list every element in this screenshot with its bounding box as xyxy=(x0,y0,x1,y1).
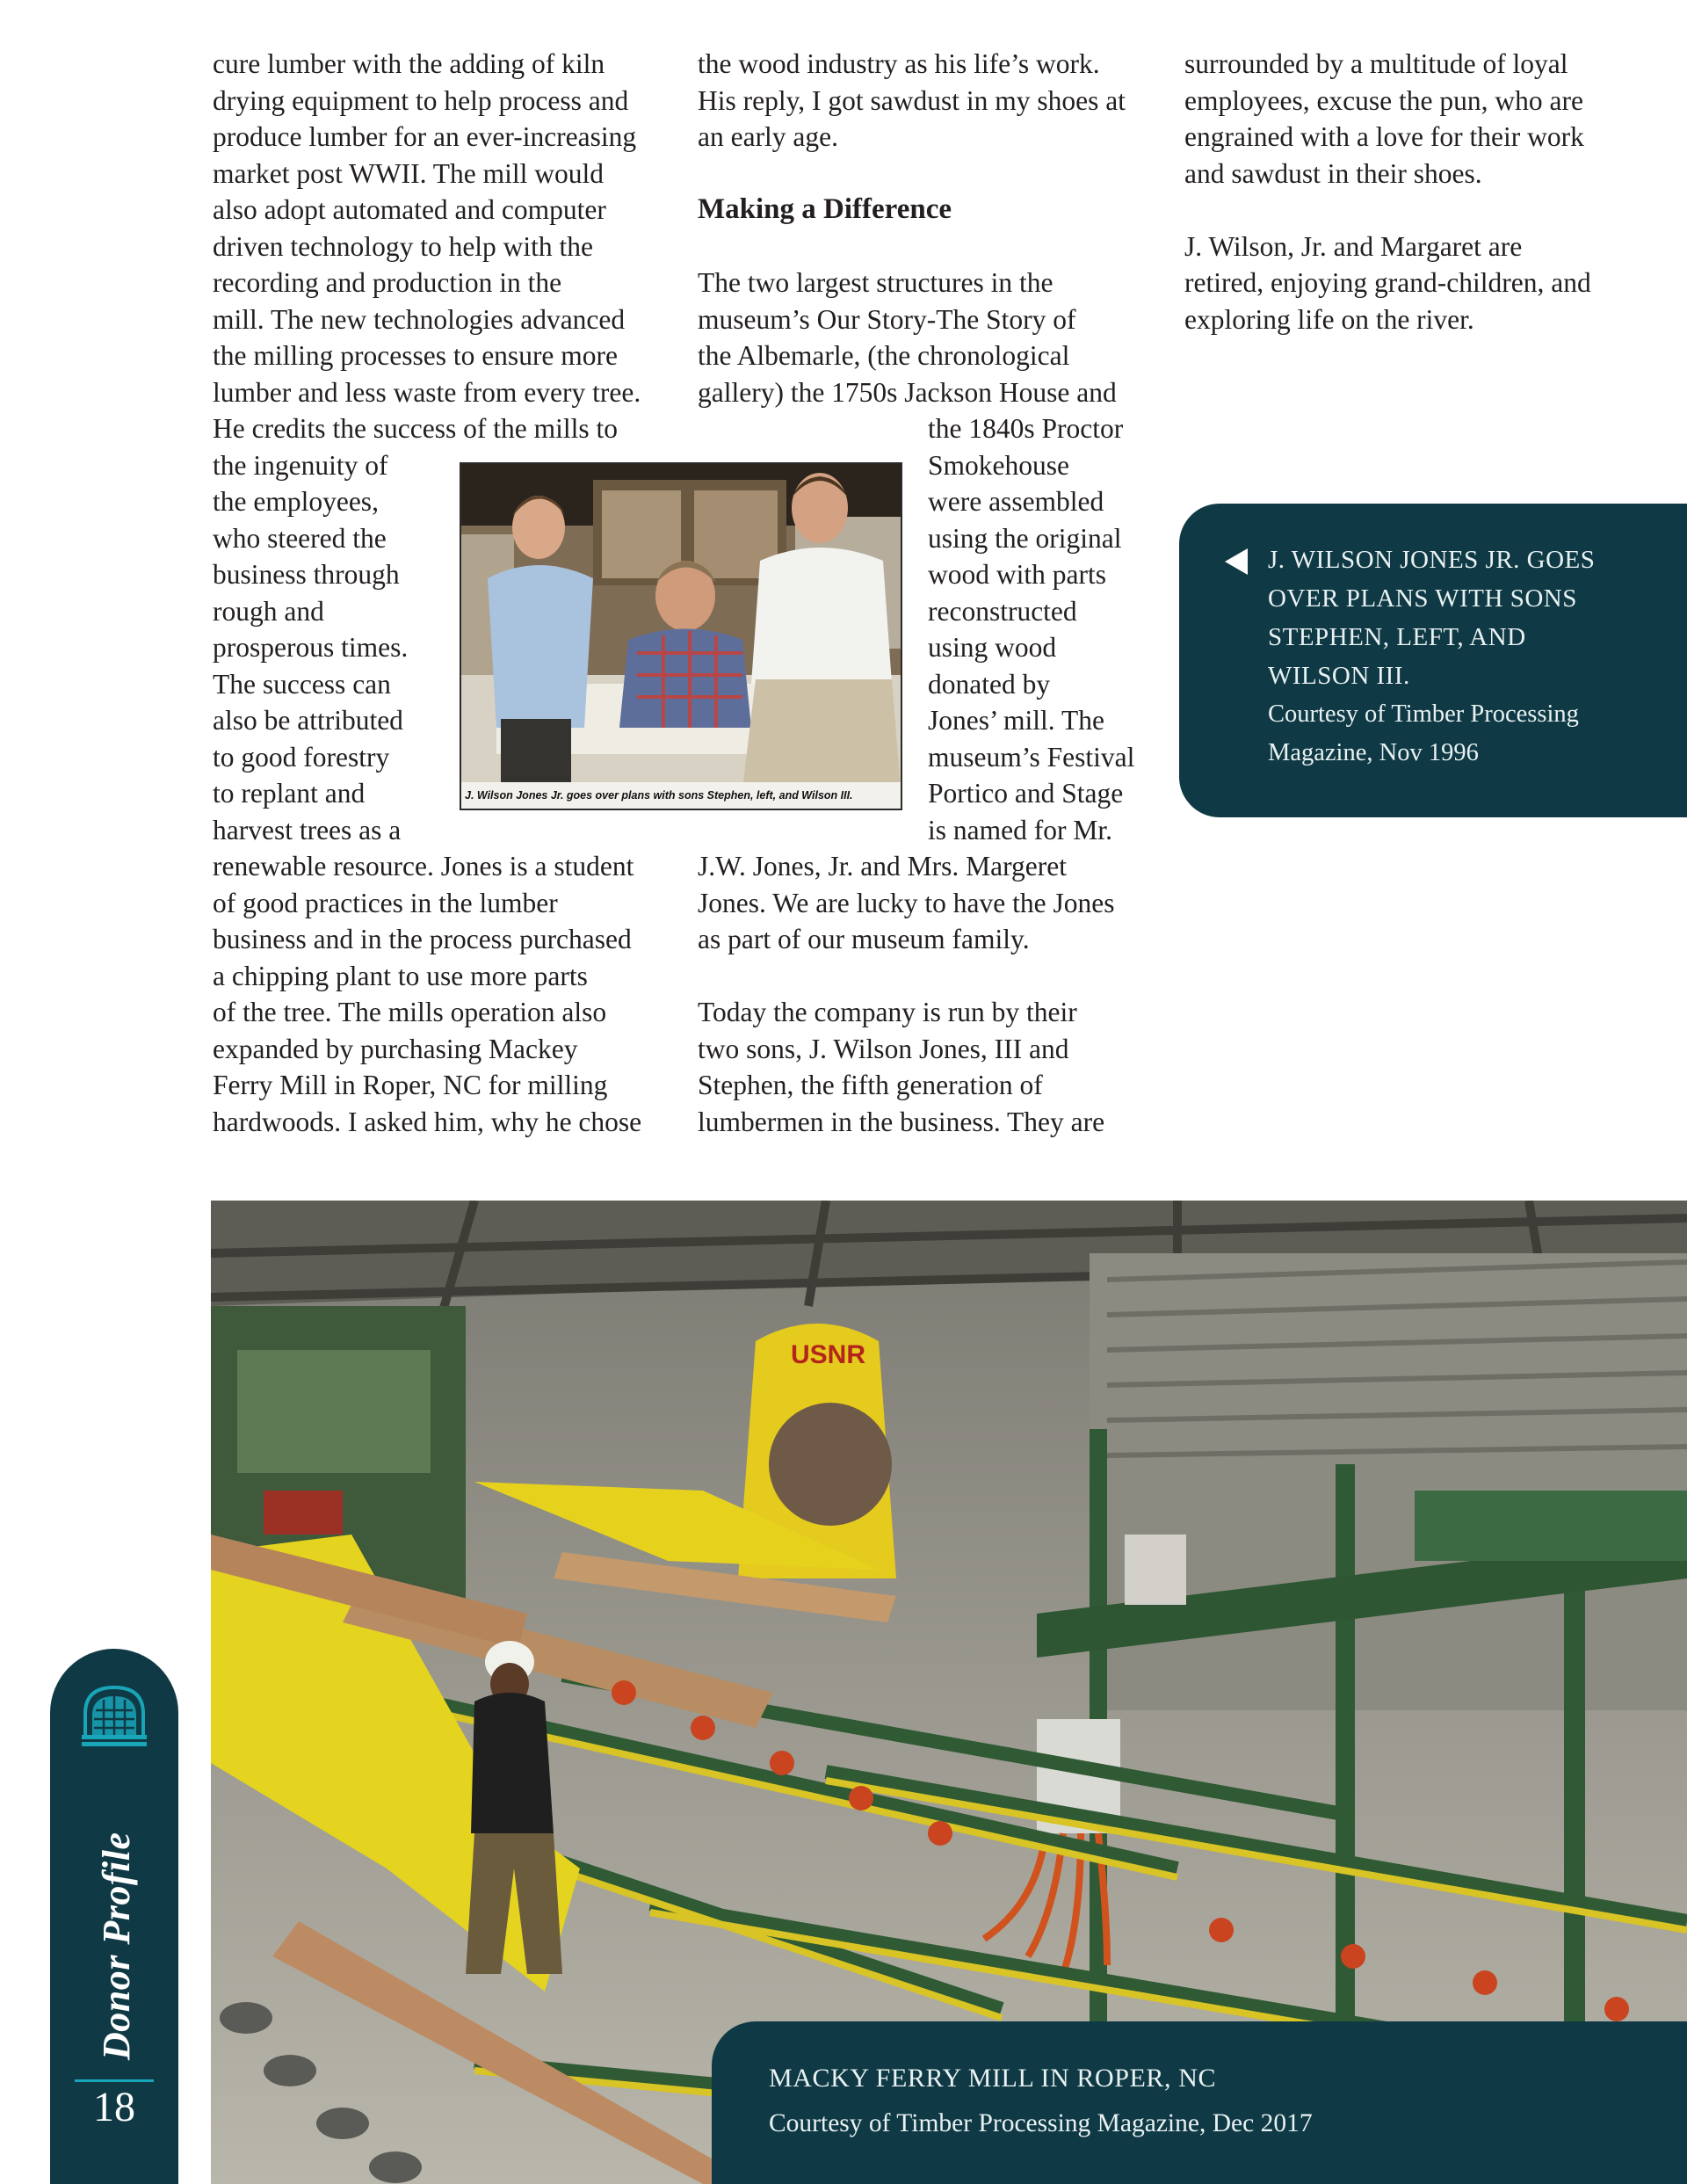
column2-body-line: the Albemarle, (the chronological xyxy=(698,340,1070,371)
inset-photo-caption: J. Wilson Jones Jr. goes over plans with sons Stephen, left, and Wilson III. xyxy=(461,782,901,809)
column2-body-line: gallery) the 1750s Jackson House and xyxy=(698,376,1117,408)
column1-line: prosperous times. xyxy=(213,632,409,663)
column3-p2-line: J. Wilson, Jr. and Margaret are xyxy=(1184,230,1523,262)
column2-wrap-line: the 1840s Proctor xyxy=(928,413,1124,444)
inset-photo xyxy=(460,462,902,810)
column1-line: business through xyxy=(213,559,400,590)
column2-top-line: the wood industry as his life’s work. xyxy=(698,48,1100,79)
column3-paragraph-2 xyxy=(1184,229,1659,338)
column1-line: expanded by purchasing Mackey xyxy=(213,1033,578,1064)
caption-title-line: WILSON III. xyxy=(1268,662,1410,690)
column1-line: harvest trees as a xyxy=(213,814,402,845)
column3-paragraph-1 xyxy=(1184,46,1659,192)
column3-p1-line: engrained with a love for their work xyxy=(1184,121,1584,152)
article-column-3 xyxy=(1184,46,1659,337)
column1-line: also be attributed xyxy=(213,705,403,736)
column2-wrap-line: were assembled xyxy=(928,486,1104,517)
machine-sign: USNR xyxy=(791,1340,866,1369)
section-label: Donor Profile xyxy=(95,1832,138,2060)
column3-p2-line: exploring life on the river. xyxy=(1184,303,1474,335)
column1-line: rough and xyxy=(213,595,324,627)
column2-body-line: museum’s Our Story-The Story of xyxy=(698,303,1076,335)
caption-title-line: J. WILSON JONES JR. GOES xyxy=(1268,546,1596,574)
tab-divider xyxy=(75,2079,154,2082)
column1-line: The success can xyxy=(213,668,391,700)
caption-title-line: STEPHEN, LEFT, AND xyxy=(1268,623,1526,651)
column1-line: produce lumber for an ever-increasing xyxy=(213,121,637,152)
column2-final-line: lumbermen in the business. They are xyxy=(698,1106,1105,1137)
column2-after-line: Jones. We are lucky to have the Jones xyxy=(698,887,1115,918)
column1-line: lumber and less waste from every tree. xyxy=(213,376,641,408)
column2-body-paragraph xyxy=(698,265,1163,410)
column1-line: hardwoods. I asked him, why he chose xyxy=(213,1106,642,1137)
column2-after-line: J.W. Jones, Jr. and Mrs. Margeret xyxy=(698,851,1067,882)
column3-p1-line: and sawdust in their shoes. xyxy=(1184,157,1482,189)
column2-wrap-line: using the original xyxy=(928,522,1122,554)
caption-credit-line: Courtesy of Timber Processing xyxy=(1268,700,1579,728)
column3-p2-line: retired, enjoying grand-children, and xyxy=(1184,267,1591,298)
column1-line: of good practices in the lumber xyxy=(213,887,558,918)
column2-top-paragraph xyxy=(698,46,1163,156)
column1-line: mill. The new technologies advanced xyxy=(213,303,626,335)
caption-title-line: OVER PLANS WITH SONS xyxy=(1268,584,1577,613)
column3-p1-line: employees, excuse the pun, who are xyxy=(1184,84,1583,116)
column1-line: a chipping plant to use more parts xyxy=(213,960,588,991)
museum-logo-icon xyxy=(75,1679,154,1758)
mill-photo-caption-credit: Courtesy of Timber Processing Magazine, Dec 2017 xyxy=(769,2109,1313,2137)
caption-credit-line: Magazine, Nov 1996 xyxy=(1268,739,1479,766)
page-number: 18 xyxy=(93,2084,135,2130)
column1-line: the employees, xyxy=(213,486,379,517)
column1-line: recording and production in the xyxy=(213,267,562,298)
column1-line: of the tree. The mills operation also xyxy=(213,997,607,1027)
left-arrow-icon xyxy=(1225,548,1248,575)
column1-line: the ingenuity of xyxy=(213,449,388,481)
photo-caption-credit xyxy=(1268,695,1654,773)
column2-wrap-line: Smokehouse xyxy=(928,449,1069,481)
column1-line: renewable resource. Jones is a student xyxy=(213,851,634,882)
column1-line: to replant and xyxy=(213,778,366,809)
column1-line: He credits the success of the mills to xyxy=(213,413,619,444)
column1-line: Ferry Mill in Roper, NC for milling xyxy=(213,1070,608,1100)
photo-caption-box xyxy=(1179,504,1687,817)
column1-line: drying equipment to help process and xyxy=(213,84,629,116)
column2-final-line: Today the company is run by their xyxy=(698,997,1077,1027)
column2-wrap-line: museum’s Festival xyxy=(928,741,1135,773)
column3-p1-line: surrounded by a multitude of loyal xyxy=(1184,48,1568,79)
column2-body-line: The two largest structures in the xyxy=(698,267,1053,298)
column1-line: the milling processes to ensure more xyxy=(213,340,619,371)
column2-wrap-line: Jones’ mill. The xyxy=(928,705,1104,736)
column2-top-line: His reply, I got sawdust in my shoes at xyxy=(698,84,1126,116)
column2-wrap-line: using wood xyxy=(928,632,1057,663)
column1-line: business and in the process purchased xyxy=(213,924,632,954)
column1-line: also adopt automated and computer xyxy=(213,194,606,225)
column1-line: driven technology to help with the xyxy=(213,230,594,262)
inset-photo-image xyxy=(461,464,902,810)
mill-photo-caption-title: MACKY FERRY MILL IN ROPER, NC xyxy=(769,2064,1217,2093)
column2-final-paragraph xyxy=(698,994,1163,1140)
column2-after-paragraph xyxy=(698,848,1163,958)
section-tab xyxy=(50,1649,178,2184)
column1-line: to good forestry xyxy=(213,741,390,773)
mill-photo-caption xyxy=(712,2021,1687,2184)
column2-wrap-line: wood with parts xyxy=(928,559,1106,590)
column2-wrap-line: reconstructed xyxy=(928,595,1077,627)
column2-wrap-line: Portico and Stage xyxy=(928,778,1124,809)
column1-line: market post WWII. The mill would xyxy=(213,157,604,189)
column2-wrap-line: donated by xyxy=(928,668,1051,700)
column1-line: who steered the xyxy=(213,522,387,554)
column2-top-line: an early age. xyxy=(698,121,839,152)
section-heading: Making a Difference xyxy=(698,193,952,225)
photo-caption-title xyxy=(1268,541,1637,695)
column1-line: cure lumber with the adding of kiln xyxy=(213,48,605,79)
column2-after-line: as part of our museum family. xyxy=(698,924,1030,954)
column2-final-line: two sons, J. Wilson Jones, III and xyxy=(698,1033,1069,1064)
column2-wrap-line: is named for Mr. xyxy=(928,814,1112,845)
column2-final-line: Stephen, the fifth generation of xyxy=(698,1070,1043,1100)
